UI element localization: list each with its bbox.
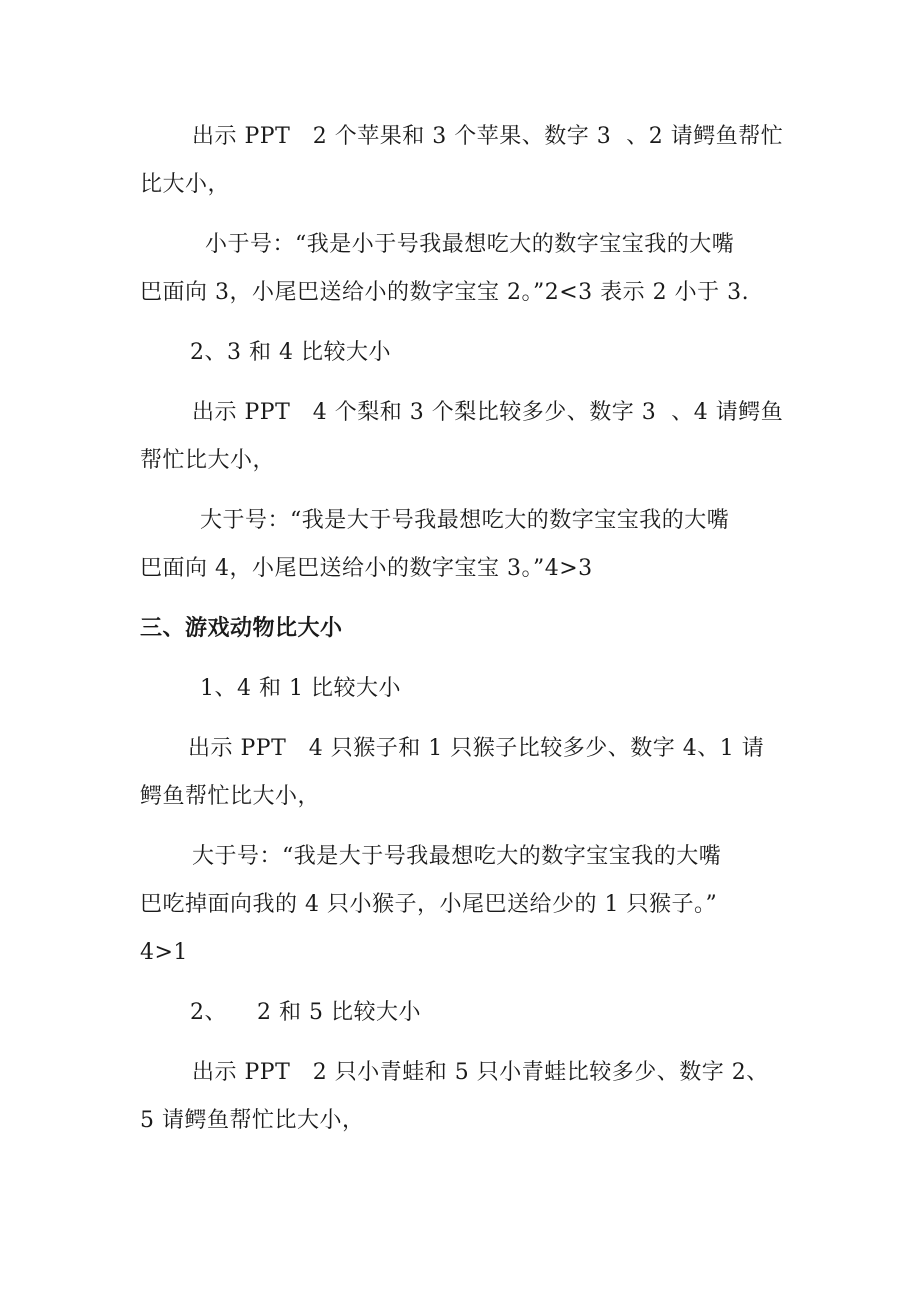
paragraph-line: 2、 2 和 5 比较大小: [190, 1000, 421, 1025]
section-heading: 三、游戏动物比大小: [140, 616, 343, 641]
paragraph-line: 出示 PPT 2 个苹果和 3 个苹果、数字 3 、2 请鳄鱼帮忙: [192, 124, 784, 149]
paragraph-line: 大于号：“我是大于号我最想吃大的数字宝宝我的大嘴: [200, 508, 730, 533]
paragraph-line: 4>1: [140, 940, 188, 965]
paragraph-line: 巴吃掉面向我的 4 只小猴子，小尾巴送给少的 1 只猴子。”: [140, 892, 718, 917]
paragraph-line: 2、3 和 4 比较大小: [190, 340, 391, 365]
paragraph-line: 出示 PPT 2 只小青蛙和 5 只小青蛙比较多少、数字 2、: [192, 1060, 769, 1085]
paragraph-line: 小于号：“我是小于号我最想吃大的数字宝宝我的大嘴: [205, 232, 735, 257]
paragraph-line: 1、4 和 1 比较大小: [200, 676, 401, 701]
paragraph-line: 巴面向 3，小尾巴送给小的数字宝宝 2。”2<3 表示 2 小于 3.: [140, 280, 750, 305]
paragraph-line: 大于号：“我是大于号我最想吃大的数字宝宝我的大嘴: [192, 844, 722, 869]
paragraph-line: 鳄鱼帮忙比大小，: [140, 784, 321, 809]
paragraph-line: 巴面向 4，小尾巴送给小的数字宝宝 3。”4>3: [140, 556, 593, 581]
paragraph-line: 比大小，: [140, 172, 231, 197]
paragraph-line: 出示 PPT 4 只猴子和 1 只猴子比较多少、数字 4、1 请: [188, 736, 765, 761]
paragraph-line: 出示 PPT 4 个梨和 3 个梨比较多少、数字 3 、4 请鳄鱼: [192, 400, 784, 425]
paragraph-line: 5 请鳄鱼帮忙比大小，: [140, 1108, 365, 1133]
paragraph-line: 帮忙比大小，: [140, 448, 276, 473]
